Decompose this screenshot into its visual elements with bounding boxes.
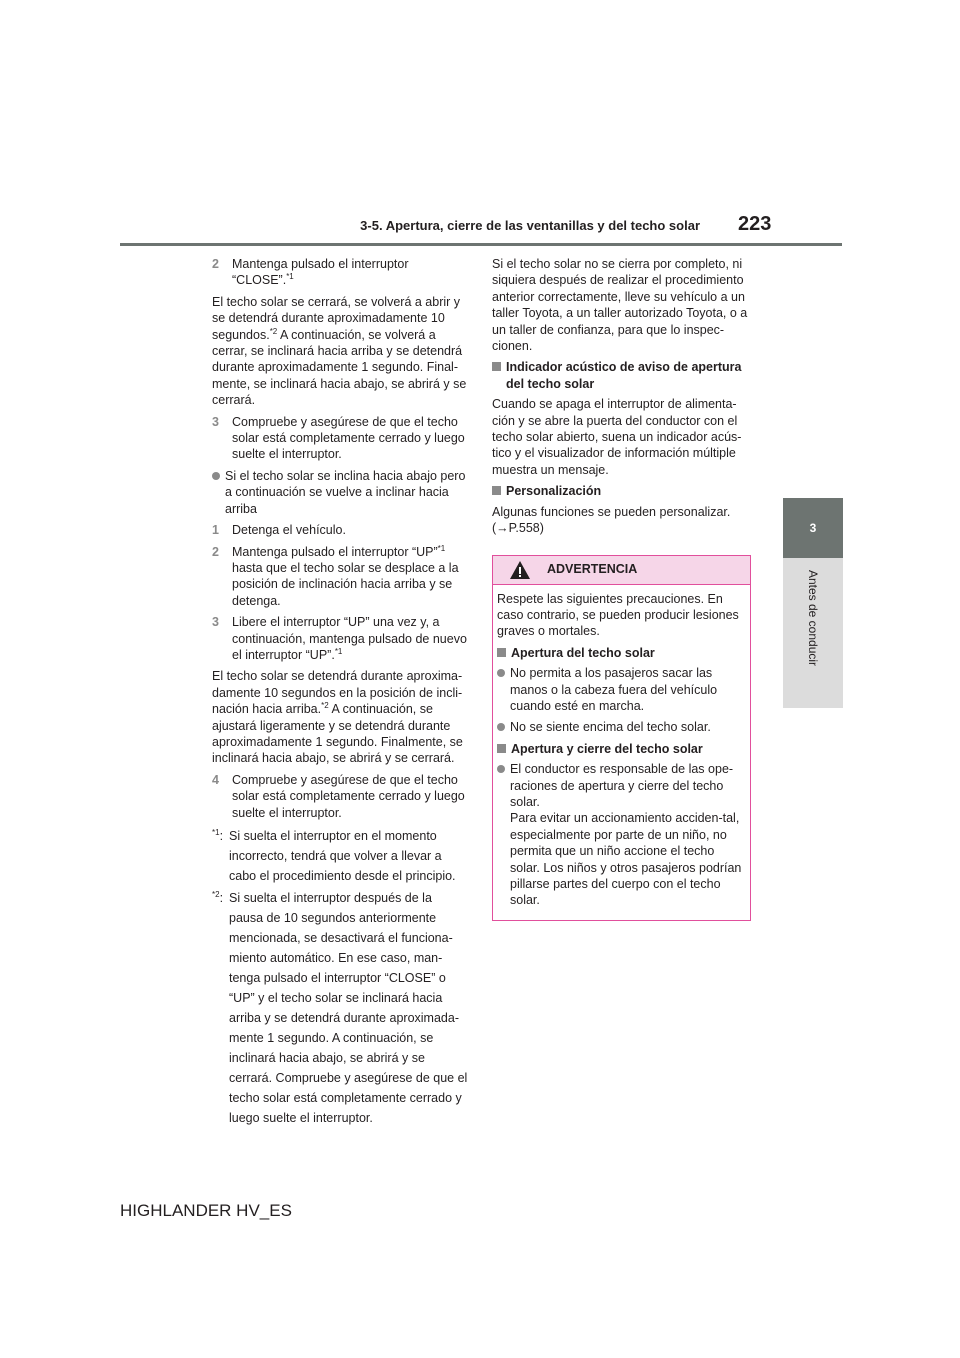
footnote-2 — [212, 888, 468, 1128]
step-text: Compruebe y asegúrese de que el techo solar está completamente cerrado y luego suelte el interruptor. — [232, 772, 465, 820]
step-text: Compruebe y asegúrese de que el techo solar está completamente cerrado y luego suelte el interruptor. — [232, 414, 465, 462]
bullet-text: No permita a los pasajeros sacar las manos o la cabeza fuera del vehículo cuando esté en marcha. — [510, 666, 718, 713]
step-number: 1 — [212, 523, 219, 538]
step-text: Libere el interruptor “UP” una vez y, a continuación, mantenga pulsado de nuevo el interruptor “UP”.$^{*1}$ — [232, 615, 467, 662]
footnote-mark: $^{*2}$: — [212, 889, 224, 905]
step-up-4 — [212, 772, 468, 821]
square-bullet-icon — [497, 648, 506, 657]
subheading: Indicador acústico de aviso de apertura del techo solar — [492, 359, 750, 392]
step-close-2 — [212, 256, 468, 289]
bullet-dot-icon — [212, 472, 220, 480]
section-title: 3-5. Apertura, cierre de las ventanillas y del techo solar — [360, 218, 700, 233]
footnote-ref: *1 — [437, 543, 446, 553]
step-number: 3 — [212, 414, 219, 429]
bullet-text: Si el techo solar se inclina hacia abajo pero a continuación se vuelve a inclinar hacia arriba — [225, 468, 466, 516]
warning-header — [493, 556, 750, 585]
square-bullet-icon — [497, 744, 506, 753]
warning-box — [492, 555, 751, 921]
warning-title: ADVERTENCIA — [547, 562, 638, 577]
bullet-item — [497, 761, 744, 909]
footnote-ref: *2 — [321, 701, 329, 710]
step-up-3 — [212, 614, 468, 663]
footer-model: HIGHLANDER HV_ES — [120, 1201, 292, 1220]
footnote-text: Si suelta el interruptor en el momento incorrecto, tendrá que volver a llevar a cabo el procedimiento desde el principio. — [229, 829, 456, 883]
left-column — [212, 256, 468, 1130]
step-number: 3 — [212, 615, 219, 630]
subheading: Personalización — [492, 483, 750, 499]
footnote-ref: *2 — [269, 326, 278, 336]
footnote-ref: *1 — [286, 272, 294, 282]
footnote-ref: *1 — [334, 646, 343, 656]
footnote-mark: $^{*1}$: — [212, 827, 224, 843]
step-up-1 — [212, 522, 468, 538]
warning-triangle-icon — [509, 560, 531, 580]
footnote-1 — [212, 826, 468, 886]
paragraph: El techo solar se cerrará, se volverá a abrir y se detendrá durante aproximadamente 10 segundos.$^{*2}$ A continuación, se volverá a cerrar, se inclinará hacia arriba y se detendrá durante aproximadamente 1 segundo. Final-mente, se inclinará hacia abajo, se abrirá y se cerrará. — [212, 294, 467, 408]
step-number: 4 — [212, 772, 219, 787]
bullet-item — [497, 665, 744, 714]
subheading: Apertura del techo solar — [497, 645, 744, 661]
paragraph: Respete las siguientes precauciones. En caso contrario, se pueden producir lesiones graves o mortales. — [497, 591, 739, 639]
warning-body — [493, 585, 750, 920]
step-up-2 — [212, 544, 468, 610]
step-close-3 — [212, 414, 468, 463]
bullet-dot-icon — [497, 669, 505, 677]
bullet-dot-icon — [497, 765, 505, 773]
paragraph: Si el techo solar no se cierra por completo, ni siquiera después de realizar el procedimiento anterior correctamente, lleve su vehículo a un taller Toyota, a un taller autorizado Toyota, o a un taller de confianza, para que lo inspec-cionen. — [492, 257, 748, 354]
step-number: 2 — [212, 257, 219, 271]
subheading: Apertura y cierre del techo solar — [497, 741, 744, 757]
bullet-item — [497, 719, 744, 735]
chapter-tab-number[interactable]: 3 — [783, 498, 843, 558]
cross-reference-link[interactable]: Algunas funciones se pueden personalizar. (→P.558) — [492, 504, 731, 536]
square-bullet-icon — [492, 486, 501, 495]
bullet-dot-icon — [497, 723, 505, 731]
step-number: 2 — [212, 544, 219, 559]
bullet-item — [212, 468, 468, 517]
bullet-text: No se siente encima del techo solar. — [510, 720, 711, 735]
paragraph: Cuando se apaga el interruptor de alimenta-ción y se abre la puerta del conductor con el techo solar abierto, suena un indicador acús-tico y el visualizador de información múltiple muestra un mensaje. — [492, 397, 742, 477]
square-bullet-icon — [492, 362, 501, 371]
right-column — [492, 256, 750, 921]
step-text: Mantenga pulsado el interruptor “CLOSE”.$^{*1}$ — [232, 257, 409, 288]
step-text: Detenga el vehículo. — [232, 523, 346, 538]
header-divider — [120, 243, 842, 246]
step-text: Mantenga pulsado el interruptor “UP”$^{*1}$ hasta que el techo solar se desplace a la posición de inclinación hacia arriba y se detenga. — [232, 543, 459, 608]
chapter-tab-label: Antes de conducir — [806, 569, 820, 667]
paragraph: El techo solar se detendrá durante aproxima-damente 10 segundos en la posición de incli-nación hacia arriba.$^{*2}$ A continuación, se ajustará ligeramente y se detendrá durante aproximadamente 1 segundo. Finalmente, se inclinará hacia abajo, se abrirá y se cerrará. — [212, 669, 463, 766]
paragraph — [492, 504, 750, 537]
bullet-text: El conductor es responsable de las ope-raciones de apertura y cierre del techo solar. Para evitar un accionamiento acciden-tal, especialmente por parte de un niño, no permita que un niño accione el techo solar. Los niños y otros pasajeros podrían pillarse partes del cuerpo con el techo solar. — [510, 762, 742, 908]
footnote-text: Si suelta el interruptor después de la pausa de 10 segundos anteriormente mencionada, se desactivará el funciona-miento automático. En ese caso, man-tenga pulsado el interruptor “CLOSE” o “UP” y el techo solar se inclinará hacia arriba y se detendrá durante aproximada-mente 1 segundo. A continuación, se inclinará hacia abajo, se abrirá y se cerrará. Compruebe y asegúrese de que el techo solar está completamente cerrado y luego suelte el interruptor. — [229, 891, 468, 1125]
page-number: 223 — [738, 213, 772, 235]
